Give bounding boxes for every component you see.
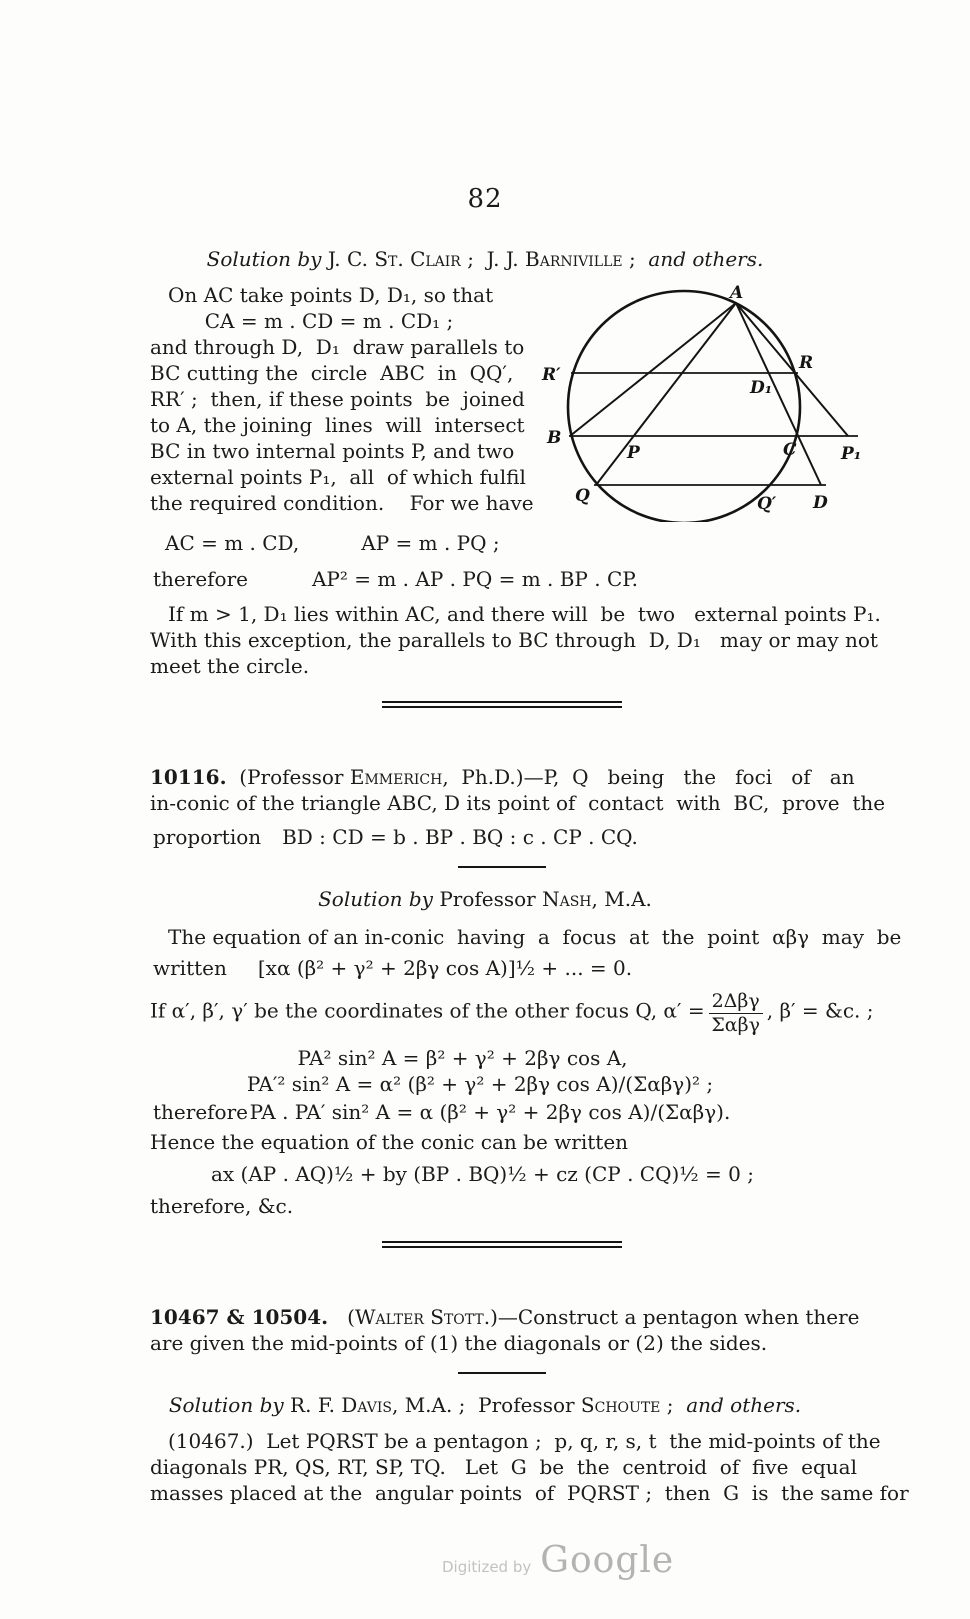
label-c: C [783, 440, 797, 460]
label-d1: D₁ [750, 378, 773, 398]
label-r: R [799, 353, 814, 373]
problem-10116-statement [150, 764, 886, 850]
written-label: written [153, 956, 227, 980]
byline-suffix: and others. [686, 1392, 802, 1417]
equation: AC = m . CD, [165, 531, 300, 555]
author-name: R. F. Davis, M.A. ; [290, 1392, 472, 1417]
page-number: 82 [467, 184, 503, 214]
byline-prefix: Solution by [206, 247, 328, 271]
circle-abc [568, 291, 800, 522]
therefore-row [150, 566, 860, 592]
line-a-p1 [736, 303, 848, 436]
problem-10467-statement [150, 1304, 870, 1356]
byline-segment: Professor [471, 1392, 581, 1417]
short-divider [458, 866, 546, 868]
text-segment: ( [328, 1304, 355, 1329]
davis-solution [150, 1428, 909, 1506]
byline-segment: , M.A. [591, 887, 652, 911]
proportion-row [150, 824, 860, 850]
text-segment: , β′ = &c. ; [766, 998, 874, 1023]
fraction [709, 991, 763, 1037]
label-r-prime: R′ [542, 365, 561, 385]
equation-row [150, 530, 860, 556]
section-divider [382, 701, 622, 708]
text-line: RR′ ; then, if these points be joined [150, 387, 525, 411]
digitized-by-text: Digitized by [442, 1558, 532, 1576]
written-row [150, 955, 860, 981]
text-line: BC in two internal points P, and two [150, 439, 515, 463]
text-line: If m > 1, D₁ lies within AC, and there will be two external points P₁. [168, 602, 881, 626]
problem-number: 10467 & 10504. [150, 1304, 329, 1329]
text-line: On AC take points D, D₁, so that [168, 283, 494, 307]
line-a-q [596, 303, 736, 485]
text-line: With this exception, the parallels to BC through D, D₁ may or may not [150, 628, 878, 652]
equation: AP² = m . AP . PQ = m . BP . CP. [311, 567, 639, 591]
nash-solution [150, 924, 902, 1219]
fraction-numerator: 2Δβγ [709, 991, 763, 1014]
equation-line: PA² sin² A = β² + γ² + 2βγ cos A, [297, 1045, 628, 1070]
line-a-d [736, 303, 821, 485]
text-line: BC cutting the circle ABC in QQ′, [150, 361, 514, 385]
solution-text-column [150, 282, 538, 528]
text-line: diagonals PR, QS, RT, SP, TQ. Let G be the centroid of five equal [150, 1454, 857, 1479]
proportion-label: proportion [153, 825, 262, 849]
byline-stclair [0, 246, 970, 272]
line-a-b [570, 303, 736, 436]
byline-segment: ; [660, 1392, 687, 1417]
label-q: Q [575, 486, 590, 506]
text-line: The equation of an in-conic having a focus at the point αβγ may be [168, 925, 902, 949]
text-line: are given the mid-points of (1) the diagonals or (2) the sides. [150, 1330, 768, 1355]
equation: PA . PA′ sin² A = α (β² + γ² + 2βγ cos A)/(Σαβγ). [249, 1099, 731, 1124]
text-segment: If α′, β′, γ′ be the coordinates of the other focus Q, α′ = [150, 998, 705, 1023]
label-q-prime: Q′ [757, 494, 777, 514]
fraction-denominator: Σαβγ [711, 1014, 760, 1037]
solution-body-with-figure [150, 282, 970, 528]
label-b: B [547, 428, 562, 448]
byline-nash [0, 886, 970, 912]
therefore-row [150, 1099, 860, 1125]
section-divider [382, 1241, 622, 1248]
google-watermark [442, 1540, 675, 1581]
text-line: external points P₁, all of which fulfil [150, 465, 526, 489]
text-line: to A, the joining lines will intersect [150, 413, 525, 437]
equation: BD : CD = b . BP . BQ : c . CP . CQ. [282, 825, 638, 849]
label-d: D [813, 493, 828, 513]
label-p: P [627, 443, 640, 463]
closing-paragraph [150, 601, 881, 679]
text-line [150, 1304, 870, 1330]
text-segment: (Professor [226, 765, 350, 789]
text-segment: , Ph.D.)—P, Q being the foci of an [442, 765, 855, 789]
text-line: (10467.) Let PQRST be a pentagon ; p, q, r, s, t the mid-points of the [168, 1428, 881, 1453]
text-line: meet the circle. [150, 654, 310, 678]
byline-davis [0, 1392, 970, 1418]
equation: [xα (β² + γ² + 2βγ cos A)]½ + ... = 0. [257, 956, 633, 980]
text-line [150, 764, 870, 790]
geometry-figure [536, 270, 970, 528]
google-logo-text: Google [540, 1540, 675, 1581]
author-name: Emmerich [349, 765, 443, 789]
equation-line: CA = m . CD = m . CD₁ ; [204, 309, 454, 333]
therefore-label: therefore [153, 1099, 248, 1124]
text-line: the required condition. For we have [150, 491, 534, 515]
equation: AP = m . PQ ; [361, 531, 500, 555]
byline-segment: Professor [439, 887, 543, 911]
byline-authors: J. C. St. Clair ; J. J. Barniville ; [327, 247, 649, 271]
text-line: and through D, D₁ draw parallels to [150, 335, 525, 359]
author-name: Schoute [580, 1392, 661, 1417]
label-p1: P₁ [841, 444, 862, 464]
equation-line: PA′² sin² A = α² (β² + γ² + 2βγ cos A)/(Σαβγ)² ; [246, 1071, 714, 1096]
circle-diagram [536, 270, 970, 522]
text-line: in-conic of the triangle ABC, D its point of contact with BC, prove the [150, 791, 886, 815]
equation-line: ax (AP . AQ)½ + by (BP . BQ)½ + cz (CP . CQ)½ = 0 ; [211, 1161, 754, 1186]
author-name: Nash [542, 887, 592, 911]
byline-suffix: and others. [648, 247, 764, 271]
byline-prefix: Solution by [168, 1392, 291, 1417]
text-segment: .)—Construct a pentagon when there [483, 1304, 860, 1329]
therefore-label: therefore [153, 567, 248, 591]
short-divider [458, 1372, 546, 1374]
text-line: masses placed at the angular points of PQRST ; then G is the same for [150, 1480, 909, 1505]
byline-prefix: Solution by [318, 887, 440, 911]
focus-coordinates-line [150, 990, 874, 1037]
problem-number: 10116. [150, 765, 227, 789]
author-name: Walter Stott [354, 1304, 484, 1329]
text-line: Hence the equation of the conic can be written [150, 1129, 629, 1154]
text-line: therefore, &c. [150, 1193, 294, 1218]
label-a: A [730, 283, 744, 303]
